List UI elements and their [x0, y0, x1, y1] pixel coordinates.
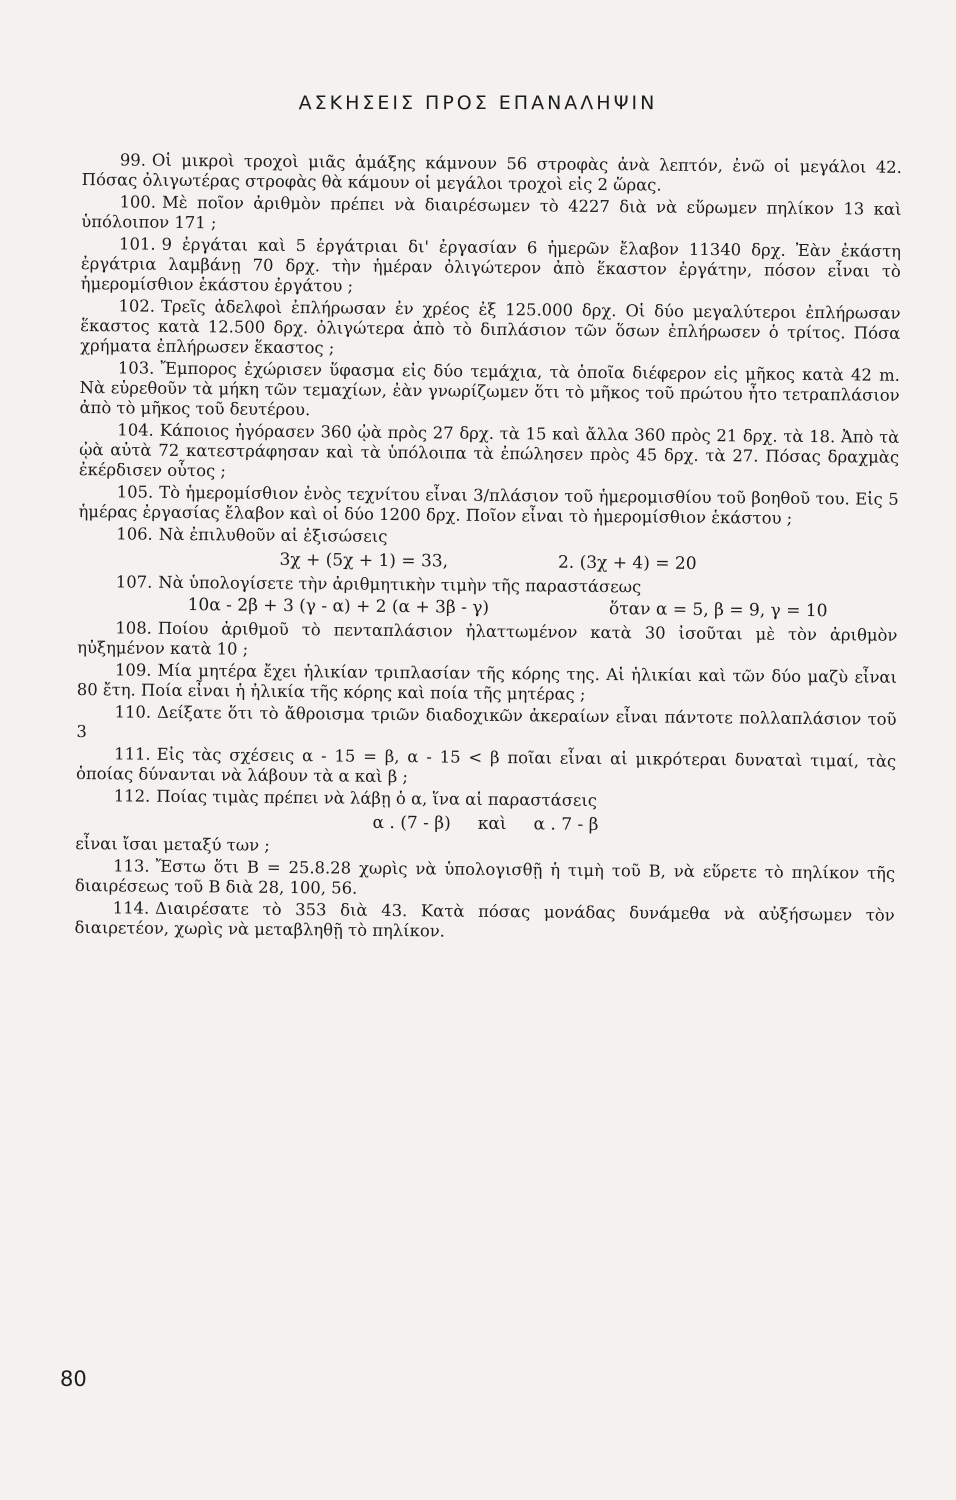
exercise-114: 114. Διαιρέσατε τὸ 353 διὰ 43. Κατὰ πόσας μονάδας δυνάμεθα νὰ αὐξήσωμεν τὸν διαιρετέον, χωρὶς νὰ μεταβληθῇ τὸ πηλίκον.	[74, 898, 895, 941]
exercise-108: 108. Ποίου ἀριθμοῦ τὸ πενταπλάσιον ἠλαττωμένον κατὰ 30 ἰσοῦται μὲ τὸν ἀριθμὸν ηὐξημένον κατὰ 10 ;	[77, 618, 898, 659]
exercise-101: 101. 9 ἐργάται καὶ 5 ἐργάτριαι δι' ἐργασίαν 6 ἡμερῶν ἔλαβον 11340 δρχ. Ἐὰν ἑκάστη ἐργάτρια λαμβάνῃ 70 δρχ. τὴν ἡμέραν ὀλιγώτερον ἀπὸ ἕκαστον ἐργάτην, πόσον εἶναι τὸ ἡμερομίσθιον ἑκάστου ἐργάτου ;	[80, 234, 902, 296]
equations-106	[78, 548, 898, 576]
exercise-104: 104. Κάποιος ἠγόρασεν 360 ᾠὰ πρὸς 27 δρχ. τὰ 15 καὶ ἄλλα 360 πρὸς 21 δρχ. τὰ 18. Ἀπὸ τὰ ᾠὰ αὐτὰ 72 κατεστράφησαν καὶ τὰ ὑπόλοιπα τὰ ἐπώλησεν πρὸς 45 δρχ. τὰ 27. Πόσας δραχμὰς ἐκέρδισεν οὗτος ;	[78, 420, 900, 481]
exercise-110: 110. Δείξατε ὅτι τὸ ἄθροισμα τριῶν διαδοχικῶν ἀκεραίων εἶναι πάντοτε πολλαπλάσιον τοῦ 3	[76, 702, 897, 742]
exercise-106: 106. Νὰ ἐπιλυθοῦν αἱ ἐξισώσεις	[116, 524, 388, 546]
exercise-107: 107. Νὰ ὑπολογίσετε τὴν ἀριθμητικὴν τιμὴν τῆς παραστάσεως	[115, 572, 642, 597]
exercise-103: 103. Ἔμπορος ἐχώρισεν ὕφασμα εἰς δύο τεμάχια, τὰ ὁποῖα διέφερον εἰς μῆκος κατὰ 42 m. Νὰ εὑρεθοῦν τὰ μήκη τῶν τεμαχίων, ἐὰν γνωρίζωμεν ὅτι τὸ μῆκος τοῦ πρώτου ἦτο τετραπλάσιον ἀπὸ τὸ μῆκος τοῦ δευτέρου.	[79, 358, 900, 420]
exercise-112: 112. Ποίας τιμὰς πρέπει νὰ λάβῃ ὁ α, ἵνα αἱ παραστάσεις	[113, 786, 598, 810]
exercise-105: 105. Τὸ ἡμερομίσθιον ἑνὸς τεχνίτου εἶναι 3/πλάσιον τοῦ ἡμερομισθίου τοῦ βοηθοῦ του. Εἰς 5 ἡμέρας ἐργασίας ἔλαβον καὶ οἱ δύο 1200 δρχ. Ποῖον εἶναι τὸ ἡμερομίσθιον ἑκάστου ;	[78, 482, 899, 528]
exercise-112-continuation: εἶναι ἴσαι μεταξύ των ;	[75, 833, 270, 855]
equation-2: 2. (3χ + 4) = 20	[557, 552, 697, 574]
expression-112: α . (7 - β) καὶ α . 7 - β	[372, 812, 599, 835]
exercise-100: 100. Μὲ ποῖον ἀριθμὸν πρέπει νὰ διαιρέσωμεν τὸ 4227 διὰ νὰ εὕρωμεν πηλίκον 13 καὶ ὑπόλοιπον 171 ;	[81, 192, 902, 233]
page-number: 80	[60, 1367, 87, 1391]
page-header: ΑΣΚΗΣΕΙΣ ΠΡΟΣ ΕΠΑΝΑΛΗΨΙΝ	[298, 92, 658, 114]
exercise-list	[74, 150, 902, 948]
expression-107: 10α - 2β + 3 (γ - α) + 2 (α + 3β - γ) ὅταν α = 5, β = 9, γ = 10	[187, 595, 828, 622]
exercise-102: 102. Τρεῖς ἀδελφοὶ ἐπλήρωσαν ἐν χρέος ἐξ 125.000 δρχ. Οἱ δύο μεγαλύτεροι ἐπλήρωσαν ἕκαστος κατὰ 12.500 δρχ. ὀλιγώτερα ἀπὸ τὸ διπλάσιον τῶν ὅσων ἐπλήρωσεν ὁ τρίτος. Πόσα χρήματα ἐπλήρωσεν ἕκαστος ;	[80, 296, 901, 358]
equation-1: 3χ + (5χ + 1) = 33,	[279, 549, 449, 572]
exercise-111: 111. Εἰς τὰς σχέσεις α - 15 = β, α - 15 < β ποῖαι εἶναι αἱ μικρότεραι δυναταὶ τιμαί, τὰς ὁποίας δύνανται νὰ λάβουν τὰ α καὶ β ;	[75, 744, 897, 787]
exercise-113: 113. Ἔστω ὅτι Β = 25.8.28 χωρὶς νὰ ὑπολογισθῇ ἡ τιμὴ τοῦ Β, νὰ εὕρετε τὸ πηλίκον τῆς διαιρέσεως τοῦ Β διὰ 28, 100, 56.	[74, 856, 896, 898]
exercise-99: 99. Οἱ μικροὶ τροχοὶ μιᾶς ἁμάξης κάμνουν 56 στροφὰς ἀνὰ λεπτόν, ἐνῶ οἱ μεγάλοι 42. Πόσας ὀλιγωτέρας στροφὰς θὰ κάμουν οἱ μεγάλοι τροχοὶ εἰς 2 ὥρας.	[81, 150, 902, 195]
exercise-109: 109. Μία μητέρα ἔχει ἡλικίαν τριπλασίαν τῆς κόρης της. Αἱ ἡλικίαι καὶ τῶν δύο μαζὺ εἶναι 80 ἔτη. Ποία εἶναι ἡ ἡλικία τῆς κόρης καὶ ποία τῆς μητέρας ;	[76, 660, 898, 704]
